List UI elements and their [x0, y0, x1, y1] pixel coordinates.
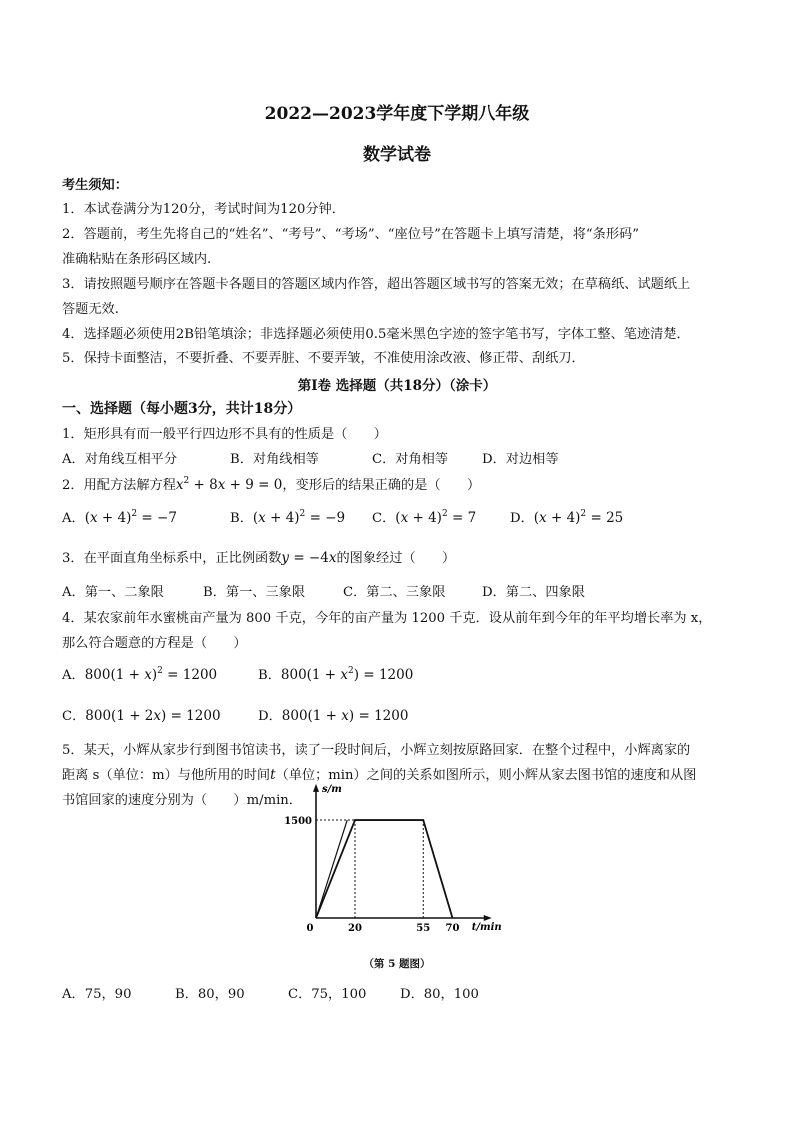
q2-option-value: −7 [157, 510, 177, 526]
q3-option-c: C．第二、三象限 [343, 585, 446, 600]
q5-option-c: C．75，100 [288, 987, 367, 1002]
q3-stem-suffix: 的图象经过（ ） [336, 551, 456, 566]
q2-option-label: A． [62, 511, 85, 526]
q4-option-a: A．$800(1 + x)^2 = 1200$ [62, 666, 218, 683]
q2-stem-prefix: 2．用配方法解方程 [62, 478, 176, 493]
q1-option-a: A．对角线互相平分 [62, 452, 178, 467]
question-1-stem: 1．矩形具有而一般平行四边形不具有的性质是（ ） [62, 427, 387, 442]
instructions-heading: 考生须知： [62, 178, 128, 193]
q4-option-c: C．800(1 + 2x) = 1200 [62, 708, 221, 724]
q2-option-c: C．$(x + 4)^2 = 7$ [372, 509, 477, 526]
q2-option-label: D． [510, 511, 534, 526]
q1-option-b: B．对角线相等 [230, 452, 319, 467]
question-5-line3: 书馆回家的速度分别为（ ）m/min． [62, 793, 302, 808]
section-title: 第Ⅰ卷 选择题（共18分）（涂卡） [297, 378, 497, 394]
instruction-line: 5．保持卡面整洁，不要折叠、不要弄脏、不要弄皱，不准使用涂改液、修正带、刮纸刀． [62, 351, 585, 366]
extra-line-0 [316, 820, 347, 918]
q5-option-a: A．75，90 [62, 987, 132, 1002]
q5-line2-part-a: 距离 s（单位：m）与他所用的时间 [62, 768, 271, 783]
q4-option-label: B． [258, 668, 281, 683]
x-tick-label: 0 [306, 923, 314, 934]
q4-option-b: B．$800(1 + x^2) = 1200$ [258, 666, 414, 683]
q4-option-label: A． [62, 668, 85, 683]
q4-option-label: C． [62, 709, 86, 724]
q5-option-d: D．80，100 [400, 987, 479, 1002]
q2-option-b: B．$(x + 4)^2 = -9$ [230, 509, 346, 526]
y-axis-label: s/m [322, 783, 342, 795]
part-title: 一、选择题（每小题3分，共计18分） [62, 401, 302, 417]
instruction-line: 准确粘贴在条形码区域内. [62, 252, 212, 267]
q1-option-c: C．对角相等 [372, 452, 449, 467]
question-5-line2: 距离 s（单位：m）与他所用的时间t（单位；min）之间的关系如图所示，则小辉从家去图书馆的速度和从图 [62, 767, 697, 783]
instruction-line: 2．答题前，考生先将自己的“姓名”、“考号”、“考场”、“座位号”在答题卡上填写清楚，将“条形码” [62, 227, 639, 242]
q3-function: y = −4x [281, 550, 337, 566]
q2-option-a: A．$(x + 4)^2 = -7$ [62, 509, 177, 526]
y-tick-label: 1500 [284, 816, 312, 828]
x-axis-arrow [484, 915, 492, 921]
q2-option-label: C． [372, 511, 396, 526]
instruction-line: 3．请按照题号顺序在答题卡各题目的答题区域内作答，超出答题区域书写的答案无效；在草稿纸、试题纸上 [62, 277, 691, 292]
exam-title: 2022—2023学年度下学期八年级 [264, 104, 530, 124]
q2-option-value: 7 [467, 510, 477, 526]
q2-option-value: −9 [325, 510, 346, 526]
q3-stem-prefix: 3．在平面直角坐标系中，正比例函数 [62, 551, 282, 566]
q3-option-b: B．第一、三象限 [203, 585, 306, 600]
q5-line2-part-b: （单位；min）之间的关系如图所示，则小辉从家去图书馆的速度和从图 [275, 768, 697, 783]
figure-caption: （第 5 题图） [363, 958, 431, 970]
exam-subtitle: 数学试卷 [363, 145, 431, 165]
x-tick-label: 70 [445, 923, 460, 934]
question-4-stem-line1: 4．某农家前年水蜜桃亩产量为 800 千克，今年的亩产量为 1200 千克．设从前年到今年的年平均增长率为 x， [62, 611, 712, 626]
x-axis-label: t/min [471, 922, 502, 933]
q1-option-d: D．对边相等 [482, 452, 559, 467]
question-4-stem-line2: 那么符合题意的方程是（ ） [62, 636, 247, 651]
q2-equation: $x^2 + 8x + 9 = 0$ [175, 476, 283, 493]
q2-option-label: B． [230, 511, 253, 526]
x-tick-label: 20 [348, 923, 362, 934]
y-axis-arrow [313, 784, 319, 792]
distance-time-graph [278, 783, 508, 955]
q4-option-d: D．800(1 + x) = 1200 [258, 708, 409, 724]
extra-line-1 [423, 820, 452, 918]
x-tick-label: 55 [416, 923, 431, 934]
q3-option-d: D．第二、四象限 [482, 585, 585, 600]
instruction-line: 1．本试卷满分为120分，考试时间为120分钟． [62, 202, 345, 217]
q4-option-label: D． [258, 709, 282, 724]
question-2-stem [62, 474, 480, 493]
q3-option-a: A．第一、二象限 [62, 585, 164, 600]
q2-option-d: D．$(x + 4)^2 = 25$ [510, 509, 624, 526]
q5-option-b: B．80，90 [175, 987, 245, 1002]
q2-stem-suffix: ，变形后的结果正确的是（ ） [282, 478, 481, 493]
question-3-stem [62, 547, 455, 566]
series-line [316, 820, 453, 918]
instruction-line: 4．选择题必须使用2B铅笔填涂；非选择题必须使用0.5毫米黑色字迹的签字笔书写，字体工整、笔迹清楚． [62, 327, 690, 342]
instruction-line: 答题无效. [62, 302, 119, 317]
q2-option-value: 25 [606, 510, 624, 526]
question-5-line1: 5．某天，小辉从家步行到图书馆读书，读了一段时间后，小辉立刻按原路回家．在整个过程中，小辉离家的 [62, 743, 691, 758]
